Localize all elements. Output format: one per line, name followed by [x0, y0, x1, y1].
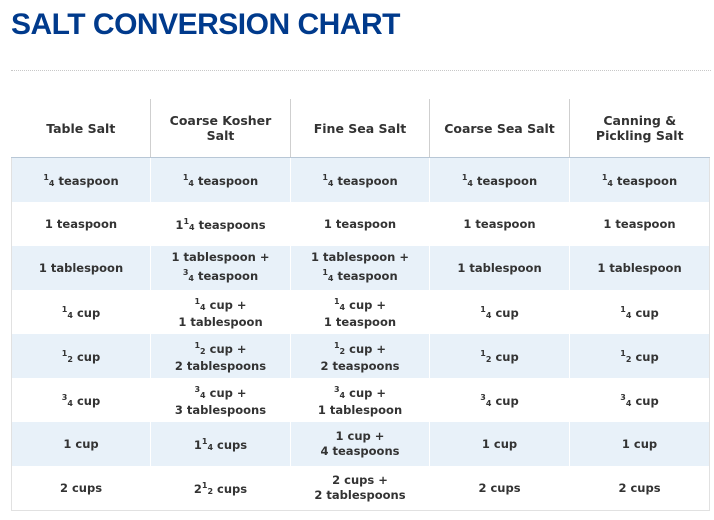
cell-line [155, 403, 286, 418]
cell-line [155, 265, 286, 286]
unit-text: cup [491, 393, 519, 408]
table-cell [570, 246, 710, 290]
unit-text: cup [491, 305, 519, 320]
fraction-denominator: 4 [485, 310, 492, 320]
whole-text: 1 cup [621, 436, 658, 451]
fraction-numerator: 1 [194, 297, 201, 306]
whole-text: 2 teaspoons [320, 359, 400, 373]
cell-line [295, 217, 425, 232]
fraction-numerator: 3 [333, 385, 340, 394]
cell-line [434, 481, 565, 496]
whole-text: 1 tablespoon [178, 315, 263, 329]
unit-text: cup [491, 349, 519, 364]
unit-text: teaspoon [54, 173, 119, 188]
unit-text: cup [631, 349, 659, 364]
table-cell [151, 378, 291, 422]
unit-text: cups [213, 437, 248, 452]
fraction-numerator: 1 [601, 172, 608, 182]
fraction-numerator: 3 [620, 392, 626, 402]
fraction-numerator: 1 [322, 268, 328, 277]
table-cell [12, 334, 151, 378]
table-cell [570, 422, 710, 466]
cell-line [434, 346, 565, 367]
unit-text: cup + [345, 386, 387, 400]
cell-line [574, 261, 705, 276]
table-cell [12, 246, 151, 290]
whole-text: 1 tablespoon + [311, 250, 409, 264]
cell-line [16, 346, 146, 367]
table-cell [151, 422, 291, 466]
cell-line [434, 390, 565, 411]
table-cell [430, 246, 570, 290]
cell-line [295, 444, 425, 459]
fraction-numerator: 1 [61, 348, 68, 358]
table-cell [291, 202, 430, 246]
cell-line [155, 315, 286, 330]
fraction-numerator: 1 [480, 304, 486, 314]
fraction-numerator: 1 [182, 172, 189, 182]
unit-text: teaspoon [194, 173, 259, 188]
cell-line [574, 346, 705, 367]
table-cell [151, 246, 291, 290]
fraction-numerator: 1 [201, 480, 208, 490]
fraction-numerator: 1 [201, 436, 208, 446]
fraction-denominator: 2 [625, 354, 632, 364]
fraction-denominator: 4 [339, 303, 346, 312]
fraction-denominator: 4 [607, 178, 613, 188]
table-cell [430, 202, 570, 246]
cell-line [434, 261, 565, 276]
fraction-denominator: 4 [467, 178, 473, 188]
table-cell [12, 202, 151, 246]
unit-text: cup [72, 305, 101, 320]
unit-text: teaspoons [194, 217, 266, 232]
cell-line [295, 473, 425, 488]
fraction-denominator: 4 [67, 310, 73, 320]
table-cell [291, 466, 430, 511]
table-cell [291, 334, 430, 378]
unit-text: cup [631, 305, 659, 320]
cell-line [295, 265, 425, 286]
whole-text: 1 cup + [335, 429, 385, 443]
table-cell [570, 378, 710, 422]
fraction-denominator: 4 [189, 222, 195, 232]
unit-text: cups [213, 481, 248, 496]
salt-conversion-table [11, 99, 710, 511]
table-cell [291, 378, 430, 422]
whole-text: 1 tablespoon [38, 260, 124, 275]
whole-text: 1 teaspoon [44, 216, 118, 231]
cell-line [155, 214, 286, 235]
cell-line [295, 403, 425, 418]
unit-text: cup + [345, 298, 387, 312]
cell-line [295, 338, 425, 359]
table-cell [291, 246, 430, 290]
whole-text: 1 [193, 437, 202, 452]
cell-line [574, 170, 705, 191]
table-cell [12, 158, 151, 203]
cell-line [434, 437, 565, 452]
table-cell [291, 290, 430, 334]
unit-text: cup + [345, 342, 387, 356]
cell-line [155, 382, 286, 403]
cell-line [574, 481, 705, 496]
table-cell [570, 466, 710, 511]
cell-line [574, 302, 705, 323]
fraction-numerator: 1 [480, 348, 486, 358]
cell-line [16, 217, 146, 232]
fraction-numerator: 1 [194, 341, 201, 350]
fraction-numerator: 1 [333, 297, 340, 306]
cell-line [16, 390, 146, 411]
cell-line [295, 170, 425, 191]
cell-line [295, 250, 425, 265]
table-cell [12, 290, 151, 334]
title-divider [11, 70, 711, 71]
table-cell [12, 466, 151, 511]
table-row [12, 158, 710, 203]
whole-text: 2 tablespoons [314, 488, 406, 502]
header-row [12, 99, 710, 158]
fraction-numerator: 1 [183, 216, 190, 226]
whole-text: 1 teaspoon [603, 216, 676, 231]
table-cell [291, 422, 430, 466]
whole-text: 1 tablespoon + [171, 250, 270, 264]
table-row [12, 378, 710, 422]
table-row [12, 466, 710, 511]
whole-text: 3 tablespoons [174, 403, 267, 417]
fraction-denominator: 2 [200, 347, 206, 356]
fraction-numerator: 1 [620, 348, 626, 358]
unit-text: teaspoon [613, 173, 678, 188]
cell-line [16, 302, 146, 323]
cell-line [295, 429, 425, 444]
fraction-numerator: 1 [620, 304, 626, 314]
cell-line [574, 390, 705, 411]
cell-line [155, 170, 286, 191]
header-canning-pickling-salt: Canning & Pickling Salt [570, 99, 710, 158]
whole-text: 1 teaspoon [323, 216, 397, 231]
page-title: SALT CONVERSION CHART [11, 8, 400, 41]
table-cell [430, 334, 570, 378]
cell-line [155, 434, 286, 455]
cell-line [434, 217, 565, 232]
table-row [12, 422, 710, 466]
unit-text: teaspoon [333, 269, 398, 283]
cell-line [295, 488, 425, 503]
table-cell [151, 334, 291, 378]
unit-text: cup [72, 393, 101, 408]
table-body [12, 158, 710, 511]
unit-text: cup [631, 393, 659, 408]
whole-text: 2 cups [618, 480, 661, 495]
cell-line [434, 170, 565, 191]
fraction-denominator: 4 [327, 274, 334, 283]
cell-line [295, 382, 425, 403]
table-cell [12, 422, 151, 466]
unit-text: cup + [205, 298, 247, 312]
whole-text: 1 tablespoon [317, 403, 403, 417]
table-cell [151, 158, 291, 203]
fraction-denominator: 4 [200, 391, 206, 400]
fraction-denominator: 2 [485, 354, 492, 364]
cell-line [16, 481, 146, 496]
header-fine-sea-salt: Fine Sea Salt [291, 99, 430, 158]
fraction-numerator: 1 [461, 172, 468, 182]
whole-text: 1 cup [481, 436, 518, 451]
whole-text: 2 [193, 481, 202, 496]
table-cell [570, 334, 710, 378]
unit-text: cup + [205, 386, 247, 400]
fraction-numerator: 3 [194, 385, 201, 394]
whole-text: 2 cups + [332, 473, 388, 487]
whole-text: 1 [175, 217, 184, 232]
table-cell [151, 202, 291, 246]
cell-line [155, 359, 286, 374]
header-coarse-sea-salt: Coarse Sea Salt [430, 99, 570, 158]
unit-text: teaspoon [333, 173, 398, 188]
cell-line [155, 338, 286, 359]
table-cell [430, 158, 570, 203]
table-cell [570, 202, 710, 246]
table-cell [430, 378, 570, 422]
whole-text: 1 teaspoon [463, 216, 536, 231]
cell-line [16, 261, 146, 276]
fraction-denominator: 4 [625, 398, 632, 408]
unit-text: cup [72, 349, 101, 364]
fraction-numerator: 1 [61, 304, 68, 314]
fraction-denominator: 4 [485, 398, 492, 408]
fraction-numerator: 3 [480, 392, 486, 402]
fraction-denominator: 4 [339, 391, 346, 400]
fraction-numerator: 1 [43, 172, 49, 182]
fraction-denominator: 4 [200, 303, 206, 312]
unit-text: teaspoon [194, 269, 259, 283]
cell-line [155, 294, 286, 315]
header-coarse-kosher-salt: Coarse Kosher Salt [151, 99, 291, 158]
whole-text: 2 cups [59, 480, 103, 495]
whole-text: 2 tablespoons [174, 359, 267, 373]
cell-line [434, 302, 565, 323]
fraction-denominator: 2 [339, 347, 346, 356]
whole-text: 1 tablespoon [457, 260, 542, 275]
table-row [12, 334, 710, 378]
fraction-denominator: 4 [625, 310, 632, 320]
whole-text: 2 cups [478, 480, 521, 495]
table-cell [151, 466, 291, 511]
cell-line [155, 478, 286, 499]
header-table-salt: Table Salt [12, 99, 151, 158]
table-cell [430, 466, 570, 511]
cell-line [155, 250, 286, 265]
table-cell [430, 422, 570, 466]
table-row [12, 202, 710, 246]
fraction-denominator: 4 [327, 178, 334, 188]
table-cell [12, 378, 151, 422]
fraction-numerator: 1 [322, 172, 328, 182]
fraction-denominator: 4 [67, 398, 73, 408]
fraction-denominator: 4 [188, 274, 194, 283]
fraction-denominator: 4 [207, 442, 214, 452]
fraction-denominator: 4 [48, 178, 55, 188]
table-cell [570, 158, 710, 203]
unit-text: cup + [205, 342, 247, 356]
table-cell [430, 290, 570, 334]
fraction-denominator: 4 [188, 178, 194, 188]
cell-line [295, 294, 425, 315]
table-cell [151, 290, 291, 334]
cell-line [574, 437, 705, 452]
unit-text: teaspoon [473, 173, 538, 188]
table-cell [291, 158, 430, 203]
cell-line [16, 170, 146, 191]
cell-line [295, 315, 425, 330]
cell-line [574, 217, 705, 232]
fraction-numerator: 3 [61, 392, 68, 402]
table-cell [570, 290, 710, 334]
cell-line [16, 437, 146, 452]
whole-text: 1 teaspoon [323, 315, 397, 329]
fraction-numerator: 1 [333, 341, 340, 350]
whole-text: 1 cup [63, 436, 99, 451]
table-row [12, 246, 710, 290]
whole-text: 1 tablespoon [597, 260, 682, 275]
fraction-numerator: 3 [182, 268, 189, 277]
cell-line [295, 359, 425, 374]
whole-text: 4 teaspoons [320, 444, 400, 458]
fraction-denominator: 2 [67, 354, 73, 364]
table-row [12, 290, 710, 334]
fraction-denominator: 2 [207, 486, 214, 496]
